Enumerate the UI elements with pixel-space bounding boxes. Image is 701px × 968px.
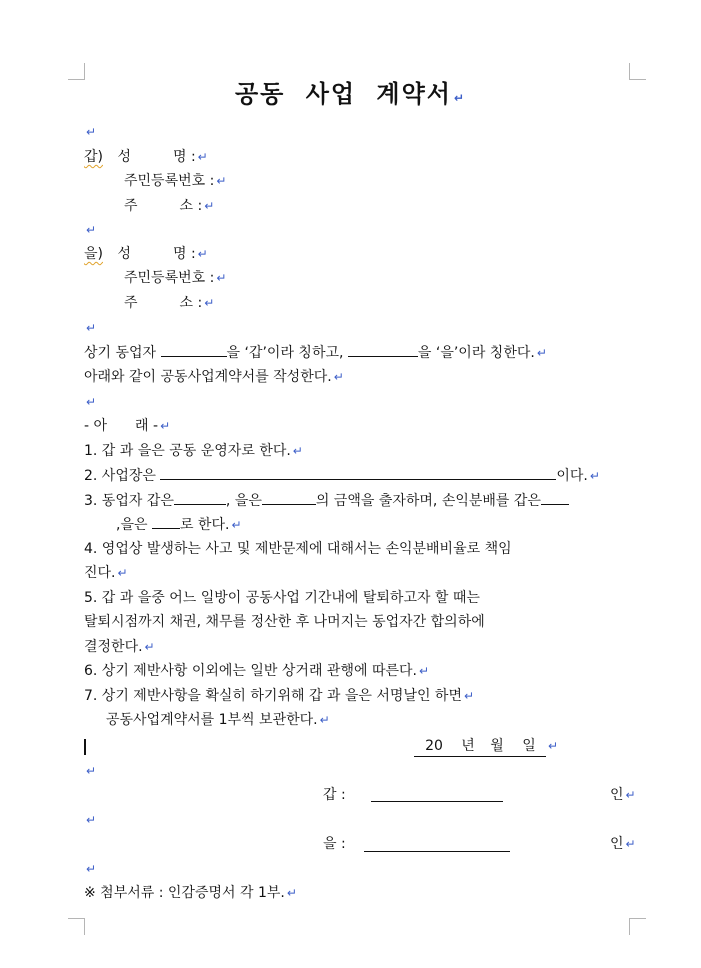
empty-paragraph: ↵ [86, 125, 97, 139]
party-a-name-label: 성 명 : [117, 149, 196, 165]
clause-3-line-1: 3. 동업자 갑은 , 을은 의 금액을 출자하며, 손익분배를 갑은 [84, 490, 569, 510]
clause-5-line-1: 5. 갑 과 을중 어느 일방이 공동사업 기간내에 탈퇴하고자 할 때는 [84, 590, 480, 606]
empty-paragraph: ↵ [86, 395, 97, 409]
seal-a: 인 ↵ [610, 787, 636, 803]
blank-party-a [161, 342, 227, 357]
empty-paragraph: ↵ [86, 321, 97, 335]
crop-mark-bottom-left [68, 918, 85, 935]
clause-1: 1. 갑 과 을은 공동 운영자로 한다. ↵ [84, 443, 303, 459]
below-heading: - 아 래 - ↵ [84, 418, 171, 434]
intro-line-1: 상기 동업자 을 ‘갑’이라 칭하고, 을 ‘을’이라 칭한다. ↵ [84, 342, 547, 362]
blank-capital-b [262, 490, 316, 505]
party-b-name-line: 을) 성 명 : ↵ [84, 246, 208, 262]
attachment-note: ※ 첨부서류 : 인감증명서 각 1부. ↵ [84, 885, 297, 901]
date-month: 월 [482, 736, 512, 757]
clause-5-line-2: 탈퇴시점까지 채권, 채무를 정산한 후 나머지는 동업자간 합의하에 [84, 614, 485, 630]
blank-ratio-a [541, 490, 569, 505]
date-year: 20 [414, 736, 454, 757]
clause-7-line-2: 공동사업계약서를 1부씩 보관한다. ↵ [106, 712, 330, 728]
text-cursor [84, 739, 86, 755]
date-line: 20 년 월 일 ↵ [414, 736, 558, 757]
clause-5-line-3: 결정한다. ↵ [84, 639, 155, 655]
signature-a-label: 갑 : [323, 787, 346, 803]
empty-paragraph: ↵ [86, 813, 97, 827]
clause-7-line-1: 7. 상기 제반사항을 확실히 하기위해 갑 과 을은 서명날인 하면 ↵ [84, 688, 475, 704]
empty-paragraph: ↵ [86, 862, 97, 876]
party-a-label: 갑) [84, 149, 103, 165]
empty-paragraph: ↵ [86, 764, 97, 778]
blank-capital-a [174, 490, 226, 505]
clause-4-line-1: 4. 영업상 발생하는 사고 및 제반문제에 대해서는 손익분배비율로 책임 [84, 541, 512, 557]
party-a-address-line: 주 소 : ↵ [124, 198, 215, 214]
blank-ratio-b [152, 514, 180, 529]
signature-a-line [371, 801, 503, 802]
blank-party-b [348, 342, 418, 357]
party-b-address-line: 주 소 : ↵ [124, 295, 215, 311]
clause-3-line-2: ,을은 로 한다. ↵ [116, 514, 242, 534]
seal-b: 인 ↵ [610, 836, 636, 852]
party-a-id-line: 주민등록번호 : ↵ [124, 173, 227, 189]
signature-b-line [364, 851, 510, 852]
date-day: 일 [512, 736, 546, 757]
date-year-label: 년 [454, 736, 482, 757]
document-title: 공동 사업 계약서 ↵ [234, 80, 467, 108]
signature-b-label: 을 : [323, 836, 346, 852]
intro-line-2: 아래와 같이 공동사업계약서를 작성한다. ↵ [84, 369, 344, 385]
clause-4-line-2: 진다. ↵ [84, 565, 128, 581]
clause-6: 6. 상기 제반사항 이외에는 일반 상거래 관행에 따른다. ↵ [84, 663, 430, 679]
party-b-label: 을) [84, 246, 103, 262]
empty-paragraph: ↵ [86, 223, 97, 237]
party-b-id-line: 주민등록번호 : ↵ [124, 270, 227, 286]
party-a-name-line: 갑) 성 명 : ↵ [84, 149, 208, 165]
clause-2: 2. 사업장은 이다. ↵ [84, 465, 600, 485]
party-b-name-label: 성 명 : [117, 246, 196, 262]
crop-mark-bottom-right [629, 918, 646, 935]
blank-business-site [160, 465, 556, 480]
